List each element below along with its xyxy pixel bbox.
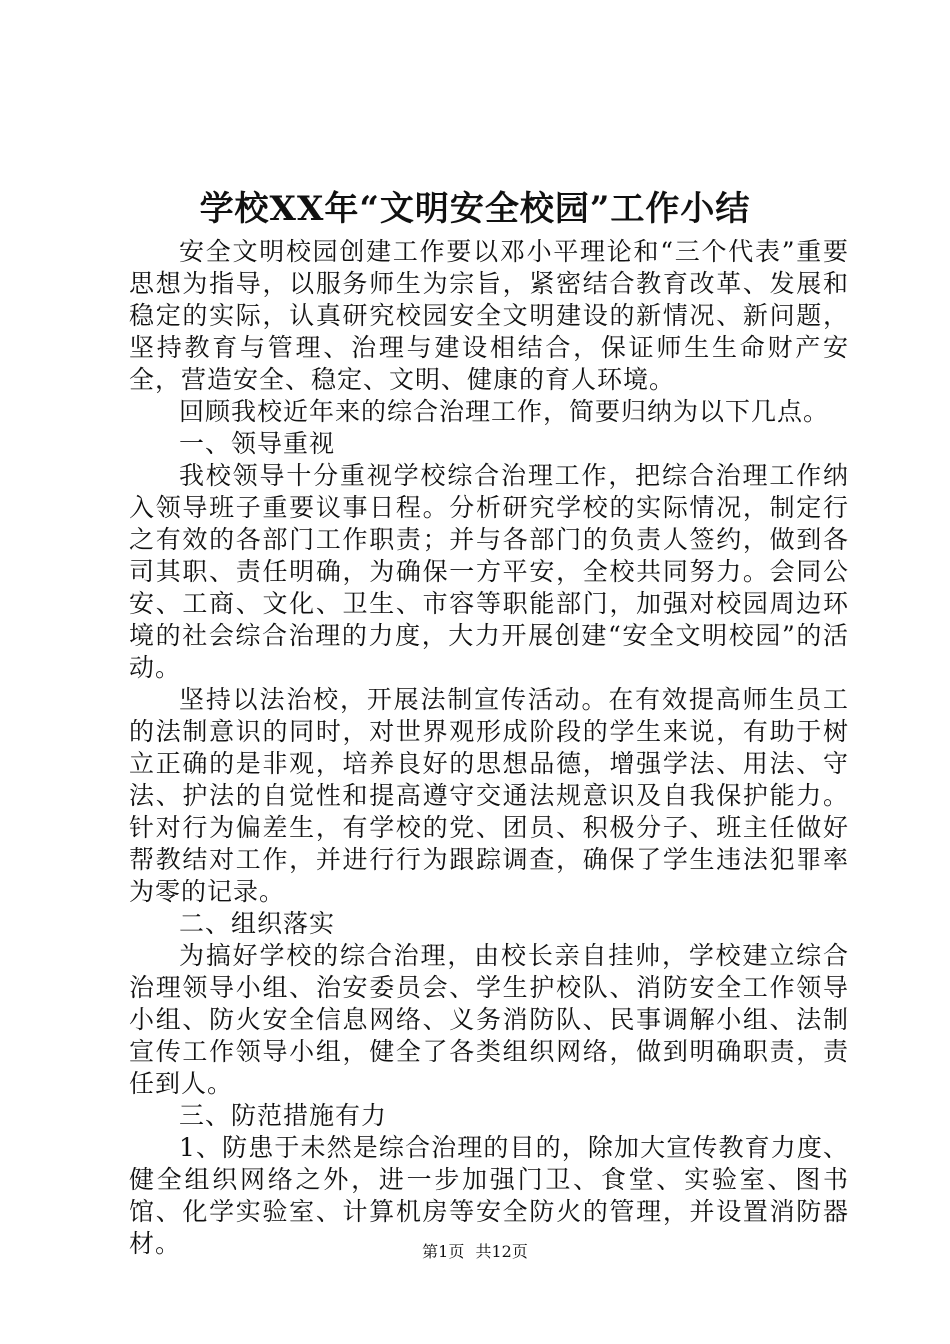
document-title: 学校XX年“文明安全校园”工作小结 bbox=[199, 189, 751, 229]
paragraph-review: 回顾我校近年来的综合治理工作，简要归纳为以下几点。 bbox=[179, 397, 830, 426]
paragraph-intro: 安全文明校园创建工作要以邓小平理论和“三个代表”重要思想为指导，以服务师生为宗旨，紧密结合教育改革、发展和稳定的实际，认真研究校园安全文明建设的新情况、新问题，坚持教育与管理、治理与建设相结合，保证师生生命财产安全，营造安全、稳定、文明、健康的育人环境。 bbox=[129, 237, 849, 394]
page-footer bbox=[0, 1240, 950, 1264]
section-heading-prevention: 三、防范措施有力 bbox=[179, 1101, 388, 1130]
paragraph-leadership: 我校领导十分重视学校综合治理工作，把综合治理工作纳入领导班子重要议事日程。分析研究学校的实际情况，制定行之有效的各部门工作职责；并与各部门的负责人签约，做到各司其职、责任明确，为确保一方平安，全校共同努力。会同公安、工商、文化、卫生、市容等职能部门，加强对校园周边环境的社会综合治理的力度，大力开展创建“安全文明校园”的活动。 bbox=[129, 461, 849, 682]
document-body bbox=[129, 236, 849, 1260]
section-heading-organization: 二、组织落实 bbox=[179, 909, 336, 938]
paragraph-legal-education: 坚持以法治校，开展法制宣传活动。在有效提高师生员工的法制意识的同时，对世界观形成阶段的学生来说，有助于树立正确的是非观，培养良好的思想品德，增强学法、用法、守法、护法的自觉性和提高遵守交通法规意识及自我保护能力。针对行为偏差生，有学校的党、团员、积极分子、班主任做好帮教结对工作，并进行行为跟踪调查，确保了学生违法犯罪率为零的记录。 bbox=[129, 685, 849, 906]
section-heading-leadership: 一、领导重视 bbox=[179, 429, 336, 458]
page-number: 第1页 bbox=[422, 1242, 465, 1261]
page-total: 共12页 bbox=[475, 1242, 528, 1261]
paragraph-organization: 为搞好学校的综合治理，由校长亲自挂帅，学校建立综合治理领导小组、治安委员会、学生护校队、消防安全工作领导小组、防火安全信息网络、义务消防队、民事调解小组、法制宣传工作领导小组，健全了各类组织网络，做到明确职责，责任到人。 bbox=[129, 941, 849, 1098]
paragraph-prevention-1: 1、防患于未然是综合治理的目的，除加大宣传教育力度、健全组织网络之外，进一步加强门卫、食堂、实验室、图书馆、化学实验室、计算机房等安全防火的管理，并设置消防器材。 bbox=[129, 1133, 849, 1258]
